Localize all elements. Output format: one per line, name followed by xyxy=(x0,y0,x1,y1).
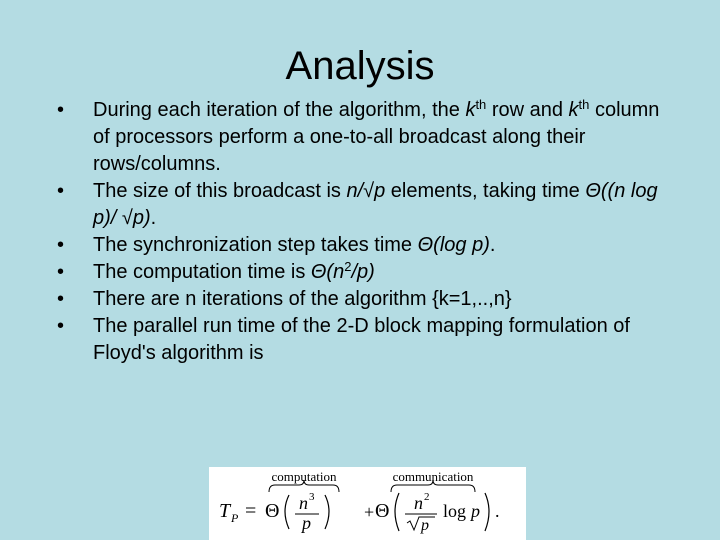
formula-svg xyxy=(209,467,526,540)
bullet-item xyxy=(57,313,677,367)
paren-right xyxy=(325,495,329,529)
bullet-text: column of processors perform a one-to-all broadcast along their rows/columns. xyxy=(93,99,660,175)
term2-denominator: p xyxy=(421,517,429,534)
brace-label-computation: computation xyxy=(271,469,337,484)
brace-label-communication: communication xyxy=(392,469,474,484)
bullet-marker: • xyxy=(57,261,65,283)
paren-right xyxy=(485,493,489,531)
formula-log: log xyxy=(443,501,467,521)
bullet-text: . xyxy=(489,234,496,256)
formula-theta: Θ xyxy=(375,500,390,522)
bullet-text: The size of this broadcast is xyxy=(93,180,347,202)
bullet-text: There are n iterations of the algorithm {k=1,..,n} xyxy=(93,288,512,310)
bullet-italic: Θ(n xyxy=(310,261,345,283)
term1-exponent: 3 xyxy=(309,491,315,503)
bullet-text: . xyxy=(150,207,157,229)
bullet-italic: k xyxy=(568,99,579,121)
bullet-list xyxy=(57,97,677,367)
bullet-marker: • xyxy=(57,288,65,310)
bullet-text: The computation time is xyxy=(93,261,311,283)
bullet-italic: /p) xyxy=(351,261,375,283)
term1-denominator: p xyxy=(302,513,311,533)
paren-left xyxy=(395,493,399,531)
bullet-item xyxy=(57,286,677,313)
bullet-superscript: th xyxy=(578,97,590,112)
bullet-item xyxy=(57,232,677,259)
formula-eq: = xyxy=(245,500,257,522)
bullet-item xyxy=(57,259,677,286)
formula-lhs: T xyxy=(219,500,231,522)
bullet-text: During each iteration of the algorithm, the xyxy=(93,99,466,121)
bullet-item xyxy=(57,178,677,232)
bullet-italic: n/√p xyxy=(346,180,386,202)
bullet-text: row and xyxy=(486,99,569,121)
bullet-italic: k xyxy=(465,99,476,121)
term1-numerator: n xyxy=(299,493,308,513)
term2-numerator: n xyxy=(414,493,423,513)
bullet-superscript: th xyxy=(475,97,487,112)
formula-theta: Θ xyxy=(265,500,280,522)
bullet-marker: • xyxy=(57,315,65,337)
paren-left xyxy=(285,495,289,529)
term2-exponent: 2 xyxy=(424,491,430,503)
bullet-italic: Θ((n log p)/ √p) xyxy=(93,180,658,229)
formula-image xyxy=(209,467,526,540)
slide-title: Analysis xyxy=(285,44,435,88)
bullet-item xyxy=(57,97,677,178)
bullet-marker: • xyxy=(57,234,65,256)
formula-log-arg: p xyxy=(471,501,480,521)
bullet-text: The parallel run time of the 2-D block mapping formulation of Floyd's algorithm is xyxy=(93,315,630,364)
bullet-superscript: 2 xyxy=(344,259,352,274)
formula-plus: + xyxy=(364,502,375,522)
bullet-text: The synchronization step takes time xyxy=(93,234,418,256)
bullet-marker: • xyxy=(57,99,65,121)
formula-period: . xyxy=(495,501,500,521)
bullet-italic: Θ(log p) xyxy=(417,234,490,256)
formula-lhs-sub: P xyxy=(231,511,239,525)
bullet-marker: • xyxy=(57,180,65,202)
bullet-text: elements, taking time xyxy=(385,180,586,202)
